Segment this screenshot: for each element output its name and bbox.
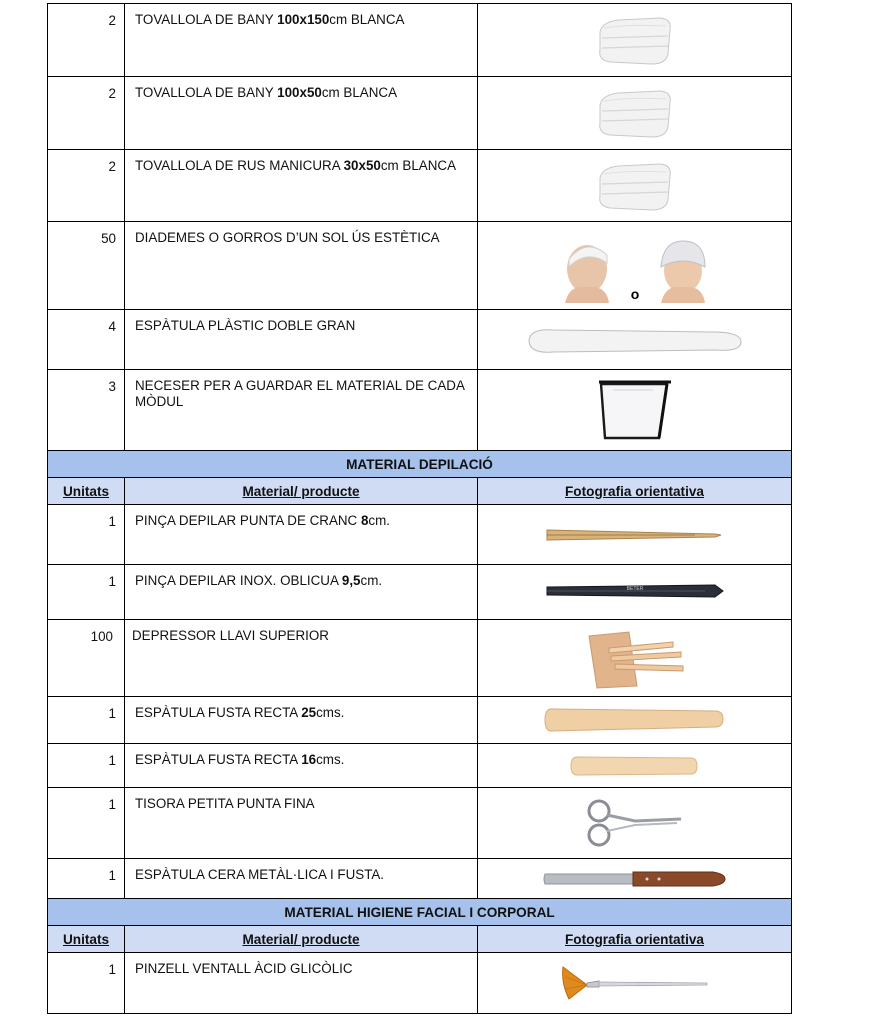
quantity-cell: 1 [48, 565, 125, 620]
photo-cell [478, 788, 792, 859]
material-cell: TOVALLOLA DE BANY 100x150cm BLANCA [125, 4, 478, 77]
gold-tweezers-image [545, 522, 725, 548]
material-cell: PINÇA DEPILAR INOX. OBLICUA 9,5cm. [125, 565, 478, 620]
table-row [48, 859, 792, 899]
table-row [48, 620, 792, 697]
or-label: o [630, 285, 639, 302]
lip-depressor-image [581, 626, 689, 690]
photo-cell [478, 565, 792, 620]
table-row [48, 310, 792, 370]
table-row [48, 697, 792, 744]
fan-brush-image [559, 961, 711, 1005]
quantity-cell: 50 [48, 222, 125, 310]
header-units: Unitats [48, 478, 125, 505]
quantity-cell: 1 [48, 697, 125, 744]
photo-cell [478, 505, 792, 565]
header-photo: Fotografia orientativa [478, 478, 792, 505]
quantity-cell: 1 [48, 859, 125, 899]
material-cell: NECESER PER A GUARDAR EL MATERIAL DE CADA MÒDUL [125, 370, 478, 451]
section-title-row [48, 451, 792, 478]
header-material: Material/ producte [125, 926, 478, 953]
header-photo: Fotografia orientativa [478, 926, 792, 953]
table-row [48, 788, 792, 859]
wax-spatula-image [543, 868, 727, 890]
headband-and-cap-image [555, 229, 715, 303]
header-material: Material/ producte [125, 478, 478, 505]
section-title: MATERIAL DEPILACIÓ [48, 451, 792, 478]
quantity-cell: 1 [48, 953, 125, 1014]
material-cell: DIADEMES O GORROS D’UN SOL ÚS ESTÈTICA [125, 222, 478, 310]
table-row [48, 77, 792, 150]
header-row [48, 926, 792, 953]
material-cell: ESPÀTULA CERA METÀL·LICA I FUSTA. [125, 859, 478, 899]
table-row [48, 4, 792, 77]
quantity-cell: 3 [48, 370, 125, 451]
table-row [48, 505, 792, 565]
photo-cell [478, 620, 792, 697]
photo-cell [478, 859, 792, 899]
materials-table [47, 3, 792, 1014]
photo-cell [478, 370, 792, 451]
towel-image [590, 83, 680, 143]
quantity-cell: 1 [48, 505, 125, 565]
section-title: MATERIAL HIGIENE FACIAL I CORPORAL [48, 899, 792, 926]
photo-cell [478, 150, 792, 222]
photo-cell [478, 222, 792, 310]
quantity-cell: 2 [48, 4, 125, 77]
table-row [48, 744, 792, 788]
black-tweezers-image [545, 579, 725, 605]
quantity-cell: 4 [48, 310, 125, 370]
towel-image [590, 156, 680, 216]
long-wood-spatula-image [543, 705, 727, 735]
towel-image [590, 10, 680, 70]
material-cell: PINÇA DEPILAR PUNTA DE CRANC 8cm. [125, 505, 478, 565]
table-row [48, 370, 792, 451]
material-cell: TOVALLOLA DE BANY 100x50cm BLANCA [125, 77, 478, 150]
material-cell: ESPÀTULA FUSTA RECTA 16cms. [125, 744, 478, 788]
material-cell: DEPRESSOR LLAVI SUPERIOR [125, 620, 478, 697]
quantity-cell: 2 [48, 77, 125, 150]
material-cell: TISORA PETITA PUNTA FINA [125, 788, 478, 859]
material-cell: ESPÀTULA PLÀSTIC DOBLE GRAN [125, 310, 478, 370]
scissors-image [585, 797, 685, 849]
material-cell: ESPÀTULA FUSTA RECTA 25cms. [125, 697, 478, 744]
photo-cell [478, 744, 792, 788]
table-row [48, 953, 792, 1014]
photo-cell [478, 697, 792, 744]
short-wood-spatula-image [569, 753, 701, 779]
material-cell: PINZELL VENTALL ÀCID GLICÒLIC [125, 953, 478, 1014]
header-row [48, 478, 792, 505]
toiletry-bag-image [593, 376, 677, 444]
section-title-row [48, 899, 792, 926]
photo-cell [478, 77, 792, 150]
quantity-cell: 2 [48, 150, 125, 222]
material-cell: TOVALLOLA DE RUS MANICURA 30x50cm BLANCA [125, 150, 478, 222]
header-units: Unitats [48, 926, 125, 953]
table-row [48, 222, 792, 310]
quantity-cell: 1 [48, 744, 125, 788]
plastic-spatula-image [523, 322, 747, 358]
photo-cell [478, 953, 792, 1014]
photo-cell [478, 4, 792, 77]
quantity-cell: 1 [48, 788, 125, 859]
table-row [48, 565, 792, 620]
photo-cell [478, 310, 792, 370]
table-row [48, 150, 792, 222]
quantity-cell: 100 [48, 620, 125, 697]
tweezer-brand: BETER [626, 586, 643, 592]
